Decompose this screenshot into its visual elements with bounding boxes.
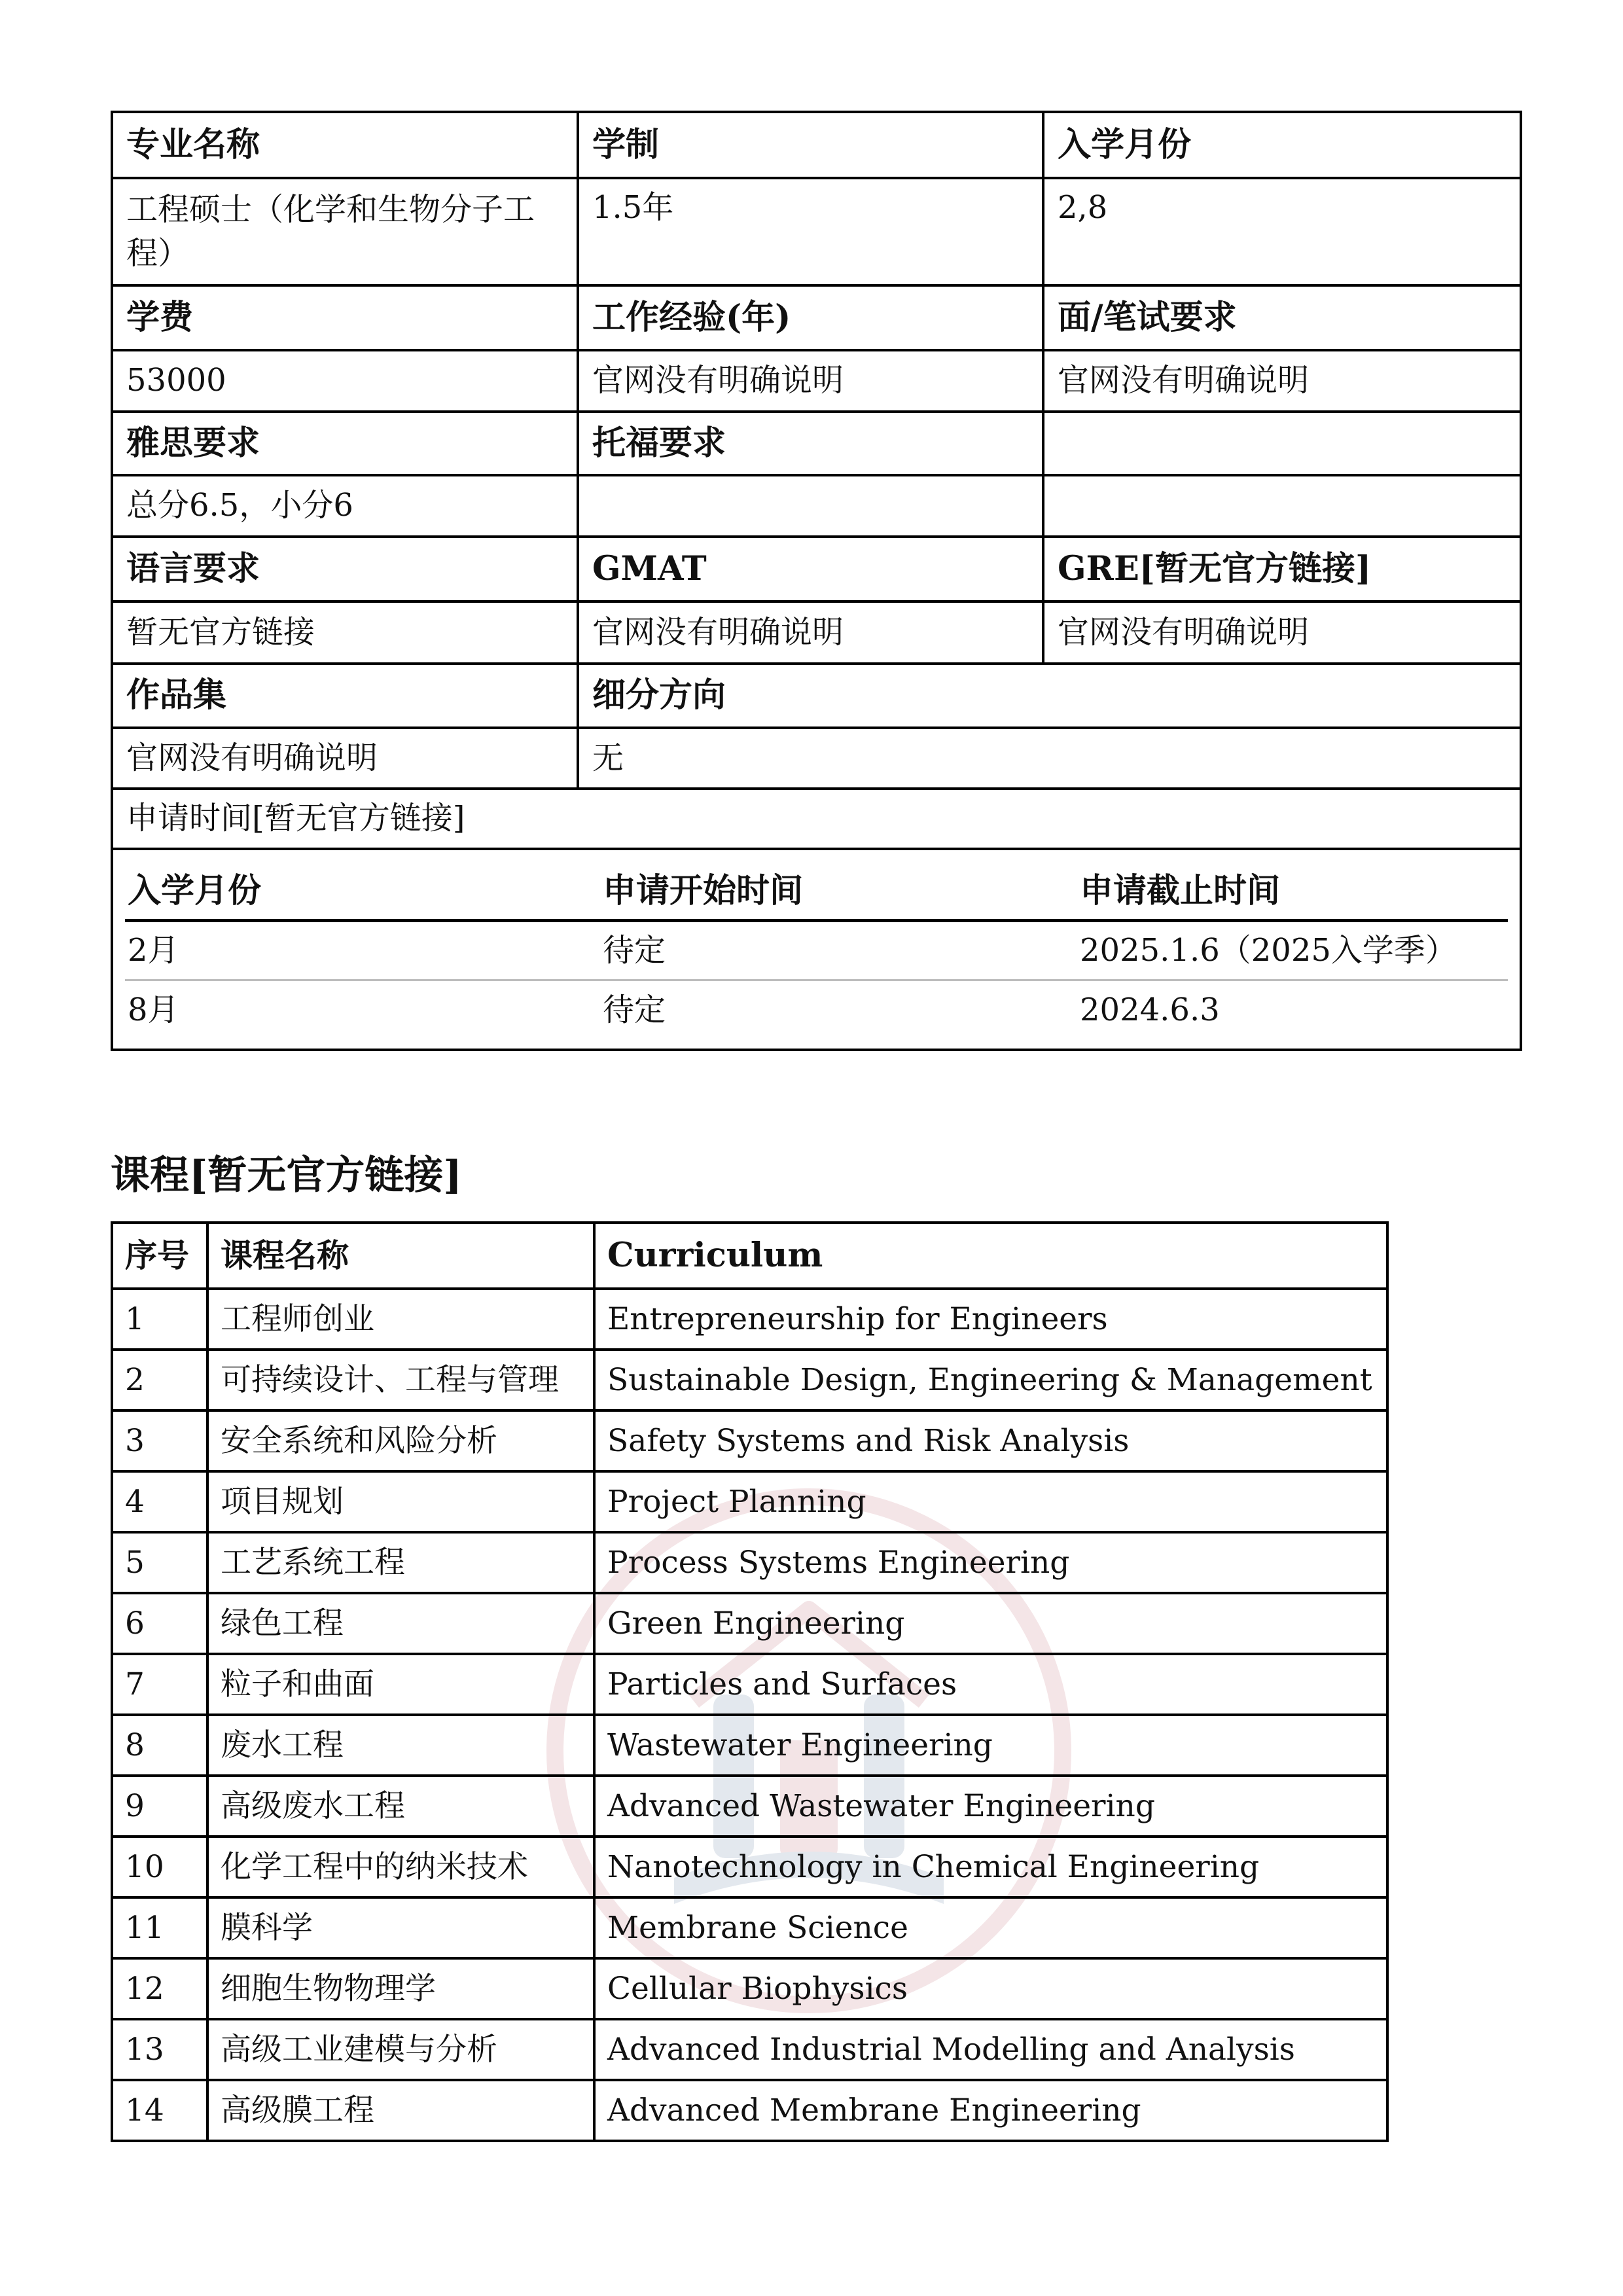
course-row [112, 1532, 1387, 1593]
course-row [112, 1776, 1387, 1837]
empty-header-cell [1043, 412, 1521, 475]
gmat-value: 官网没有明确说明 [578, 601, 1043, 664]
course-name-en: Project Planning [594, 1471, 1387, 1532]
course-name-en: Advanced Industrial Modelling and Analysis [594, 2019, 1387, 2080]
ielts-value: 总分6.5，小分6 [112, 475, 578, 537]
schedule-intake: 2月 [128, 931, 179, 969]
course-name-cn: 高级工业建模与分析 [207, 2019, 594, 2080]
course-number: 14 [112, 2080, 207, 2141]
schedule-start: 待定 [603, 992, 666, 1029]
toefl-value [578, 475, 1043, 537]
course-name-cn: 可持续设计、工程与管理 [207, 1350, 594, 1410]
interview-label: 面/笔试要求 [1043, 285, 1521, 350]
course-row [112, 1410, 1387, 1471]
course-row [112, 2080, 1387, 2141]
course-name-cn: 膜科学 [207, 1897, 594, 1958]
course-name-en: Entrepreneurship for Engineers [594, 1289, 1387, 1350]
major-value: 工程硕士（化学和生物分子工程） [112, 178, 578, 285]
duration-value: 1.5年 [578, 178, 1043, 285]
schedule-row [125, 922, 1508, 981]
course-name-cn: 化学工程中的纳米技术 [207, 1837, 594, 1897]
course-name-cn: 工艺系统工程 [207, 1532, 594, 1593]
course-name-en: Process Systems Engineering [594, 1532, 1387, 1593]
application-schedule-cell [112, 849, 1521, 1050]
course-name-en: Green Engineering [594, 1593, 1387, 1654]
course-name-en: Advanced Membrane Engineering [594, 2080, 1387, 2141]
course-row [112, 1837, 1387, 1897]
course-name-cn: 高级膜工程 [207, 2080, 594, 2141]
course-number: 7 [112, 1654, 207, 1715]
course-name-en: Cellular Biophysics [594, 1958, 1387, 2019]
courses-title: 课程[暂无官方链接] [111, 1153, 462, 1198]
course-name-cn-header: 课程名称 [207, 1223, 594, 1289]
schedule-header-deadline: 申请截止时间 [1080, 870, 1281, 910]
schedule-deadline: 2024.6.3 [1080, 992, 1220, 1029]
course-row [112, 1654, 1387, 1715]
gre-value: 官网没有明确说明 [1043, 601, 1521, 664]
course-name-en: Sustainable Design, Engineering & Management [594, 1350, 1387, 1410]
course-name-cn: 粒子和曲面 [207, 1654, 594, 1715]
intake-label: 入学月份 [1043, 112, 1521, 178]
program-info-table [111, 111, 1522, 1051]
ielts-label: 雅思要求 [112, 412, 578, 475]
schedule-start: 待定 [603, 931, 666, 969]
course-name-cn: 细胞生物物理学 [207, 1958, 594, 2019]
courses-table [111, 1221, 1389, 2142]
course-row [112, 1897, 1387, 1958]
duration-label: 学制 [578, 112, 1043, 178]
course-number: 8 [112, 1715, 207, 1776]
course-row [112, 1350, 1387, 1410]
interview-value: 官网没有明确说明 [1043, 350, 1521, 412]
application-time-label: 申请时间[暂无官方链接] [112, 789, 1521, 849]
schedule-intake: 8月 [128, 992, 179, 1029]
course-row [112, 1715, 1387, 1776]
course-name-cn: 高级废水工程 [207, 1776, 594, 1837]
course-row [112, 1958, 1387, 2019]
course-number: 4 [112, 1471, 207, 1532]
course-number: 1 [112, 1289, 207, 1350]
portfolio-label: 作品集 [112, 664, 578, 728]
course-row [112, 1471, 1387, 1532]
courses-header-row [112, 1223, 1387, 1289]
course-name-cn: 废水工程 [207, 1715, 594, 1776]
schedule-row [125, 981, 1508, 1040]
course-name-en: Nanotechnology in Chemical Engineering [594, 1837, 1387, 1897]
toefl-label: 托福要求 [578, 412, 1043, 475]
course-name-en: Wastewater Engineering [594, 1715, 1387, 1776]
specialization-value: 无 [578, 728, 1521, 789]
course-number-header: 序号 [112, 1223, 207, 1289]
portfolio-value: 官网没有明确说明 [112, 728, 578, 789]
work-experience-label: 工作经验(年) [578, 285, 1043, 350]
schedule-header-start: 申请开始时间 [603, 870, 804, 910]
schedule-header-intake: 入学月份 [128, 870, 262, 910]
course-row [112, 1289, 1387, 1350]
course-name-en: Advanced Wastewater Engineering [594, 1776, 1387, 1837]
course-number: 10 [112, 1837, 207, 1897]
major-label: 专业名称 [112, 112, 578, 178]
specialization-label: 细分方向 [578, 664, 1521, 728]
course-number: 2 [112, 1350, 207, 1410]
course-number: 5 [112, 1532, 207, 1593]
course-number: 3 [112, 1410, 207, 1471]
course-number: 6 [112, 1593, 207, 1654]
course-name-cn: 项目规划 [207, 1471, 594, 1532]
language-label: 语言要求 [112, 537, 578, 601]
course-number: 11 [112, 1897, 207, 1958]
schedule-header-row [125, 863, 1508, 922]
course-name-en-header: Curriculum [594, 1223, 1387, 1289]
course-number: 13 [112, 2019, 207, 2080]
empty-value-cell [1043, 475, 1521, 537]
work-experience-value: 官网没有明确说明 [578, 350, 1043, 412]
application-schedule-table [125, 863, 1508, 1040]
course-number: 12 [112, 1958, 207, 2019]
course-name-en: Particles and Surfaces [594, 1654, 1387, 1715]
course-name-en: Membrane Science [594, 1897, 1387, 1958]
course-name-cn: 安全系统和风险分析 [207, 1410, 594, 1471]
course-row [112, 1593, 1387, 1654]
language-value: 暂无官方链接 [112, 601, 578, 664]
intake-value: 2,8 [1043, 178, 1521, 285]
course-row [112, 2019, 1387, 2080]
course-number: 9 [112, 1776, 207, 1837]
course-name-cn: 绿色工程 [207, 1593, 594, 1654]
tuition-value: 53000 [112, 350, 578, 412]
course-name-en: Safety Systems and Risk Analysis [594, 1410, 1387, 1471]
gmat-label: GMAT [578, 537, 1043, 601]
gre-label: GRE[暂无官方链接] [1043, 537, 1521, 601]
course-name-cn: 工程师创业 [207, 1289, 594, 1350]
schedule-deadline: 2025.1.6（2025入学季） [1080, 931, 1457, 969]
tuition-label: 学费 [112, 285, 578, 350]
